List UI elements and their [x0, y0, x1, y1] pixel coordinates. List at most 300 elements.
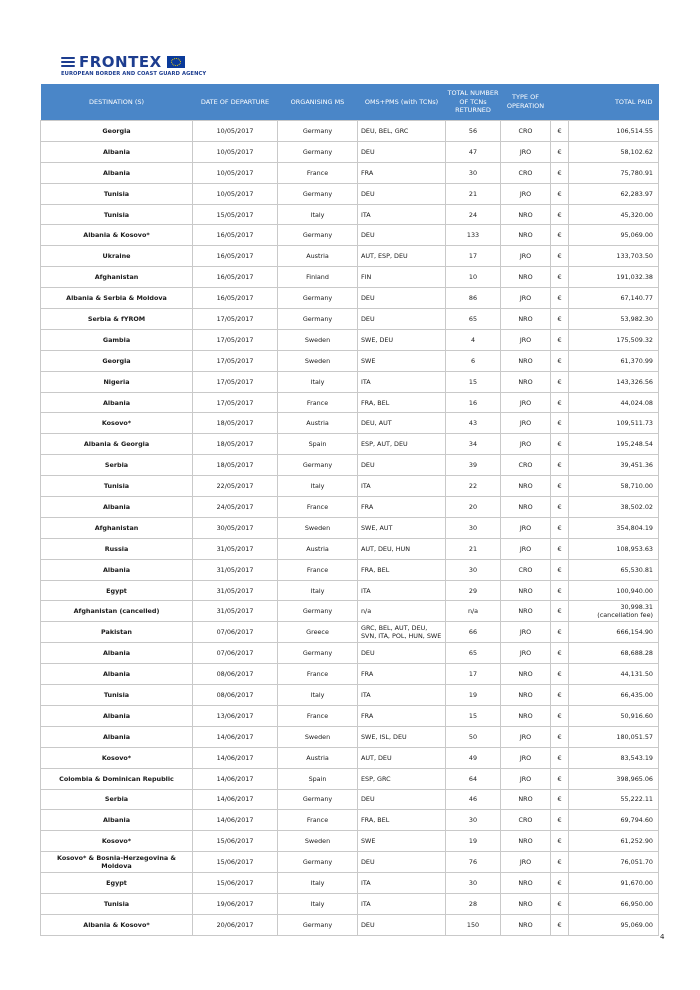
cell-organising-ms: Germany [278, 643, 358, 664]
cell-tcns-returned: 21 [446, 538, 501, 559]
amount-value: 75,780.91 [620, 168, 653, 177]
cell-destination: Albania & Kosovo* [41, 225, 193, 246]
cell-operation-type: JRO [501, 288, 551, 309]
cell-participating-ms: FRA [358, 664, 446, 685]
table-row [41, 664, 659, 685]
cell-destination: Egypt [41, 873, 193, 894]
cell-currency: € [551, 413, 569, 434]
cell-operation-type: NRO [501, 664, 551, 685]
cell-total-paid [569, 267, 659, 288]
cell-destination: Albania & Georgia [41, 434, 193, 455]
cell-total-paid [569, 914, 659, 935]
cell-organising-ms: Germany [278, 309, 358, 330]
table-row [41, 831, 659, 852]
cell-destination: Russia [41, 538, 193, 559]
cell-tcns-returned: 20 [446, 497, 501, 518]
cell-participating-ms: FRA [358, 705, 446, 726]
table-row [41, 517, 659, 538]
amount-value: 180,051.57 [616, 732, 653, 741]
cell-participating-ms: DEU [358, 789, 446, 810]
cell-currency: € [551, 497, 569, 518]
cell-operation-type: NRO [501, 705, 551, 726]
cell-operation-type: JRO [501, 183, 551, 204]
cell-currency: € [551, 622, 569, 643]
cell-tcns-returned: 30 [446, 162, 501, 183]
table-row [41, 183, 659, 204]
cell-organising-ms: Germany [278, 288, 358, 309]
amount-value: 58,710.00 [620, 482, 653, 491]
cell-destination: Albania [41, 497, 193, 518]
cell-participating-ms: AUT, ESP, DEU [358, 246, 446, 267]
cell-operation-type: JRO [501, 413, 551, 434]
cell-date: 15/06/2017 [193, 852, 278, 873]
cell-currency: € [551, 121, 569, 142]
cell-participating-ms: DEU [358, 309, 446, 330]
cell-destination: Albania [41, 726, 193, 747]
cell-organising-ms: Germany [278, 789, 358, 810]
col-total-tcns: TOTAL NUMBER OF TCNs RETURNED [446, 84, 501, 121]
return-operations-table [40, 84, 659, 936]
table-row [41, 455, 659, 476]
col-destination: DESTINATION (S) [41, 84, 193, 121]
cell-tcns-returned: 30 [446, 873, 501, 894]
amount-value: 45,320.00 [620, 210, 653, 219]
cell-date: 24/05/2017 [193, 497, 278, 518]
table-row [41, 141, 659, 162]
cell-currency: € [551, 455, 569, 476]
amount-value: 109,511.73 [616, 419, 653, 428]
cell-total-paid [569, 225, 659, 246]
cell-operation-type: JRO [501, 517, 551, 538]
cell-total-paid [569, 747, 659, 768]
cell-tcns-returned: 65 [446, 309, 501, 330]
cell-currency: € [551, 434, 569, 455]
amount-value: 30,998.31 [620, 603, 653, 612]
cell-tcns-returned: 50 [446, 726, 501, 747]
cell-tcns-returned: 17 [446, 664, 501, 685]
cell-total-paid [569, 413, 659, 434]
cell-currency: € [551, 225, 569, 246]
cell-currency: € [551, 831, 569, 852]
cell-tcns-returned: 30 [446, 517, 501, 538]
cell-operation-type: JRO [501, 434, 551, 455]
cell-operation-type: CRO [501, 121, 551, 142]
table-row [41, 162, 659, 183]
cell-tcns-returned: 150 [446, 914, 501, 935]
cell-tcns-returned: 19 [446, 685, 501, 706]
amount-value: 143,326.56 [616, 377, 653, 386]
cell-date: 31/05/2017 [193, 538, 278, 559]
cell-currency: € [551, 162, 569, 183]
cell-organising-ms: Germany [278, 852, 358, 873]
cell-tcns-returned: 17 [446, 246, 501, 267]
cell-currency: € [551, 392, 569, 413]
cell-tcns-returned: 46 [446, 789, 501, 810]
cell-organising-ms: Austria [278, 538, 358, 559]
table-row [41, 371, 659, 392]
cell-tcns-returned: 29 [446, 580, 501, 601]
cell-participating-ms: ITA [358, 685, 446, 706]
table-row [41, 580, 659, 601]
cell-operation-type: CRO [501, 455, 551, 476]
table-row [41, 329, 659, 350]
cell-tcns-returned: 15 [446, 705, 501, 726]
cell-total-paid [569, 789, 659, 810]
cell-destination: Serbia [41, 789, 193, 810]
cell-currency: € [551, 329, 569, 350]
table-row [41, 559, 659, 580]
cell-destination: Afghanistan (cancelled) [41, 601, 193, 622]
cell-organising-ms: Austria [278, 246, 358, 267]
cell-organising-ms: Germany [278, 455, 358, 476]
cell-destination: Gambia [41, 329, 193, 350]
cell-date: 22/05/2017 [193, 476, 278, 497]
table-row [41, 747, 659, 768]
cell-total-paid [569, 288, 659, 309]
cell-destination: Nigeria [41, 371, 193, 392]
amount-value: 66,950.00 [620, 899, 653, 908]
cell-organising-ms: France [278, 559, 358, 580]
cell-participating-ms: FRA, BEL [358, 559, 446, 580]
cell-destination: Albania [41, 705, 193, 726]
cell-total-paid [569, 831, 659, 852]
cell-currency: € [551, 476, 569, 497]
cell-participating-ms: ITA [358, 893, 446, 914]
cell-operation-type: JRO [501, 622, 551, 643]
amount-note: (cancellation fee) [597, 611, 653, 620]
cell-operation-type: NRO [501, 497, 551, 518]
cell-organising-ms: France [278, 705, 358, 726]
table-row [41, 225, 659, 246]
amount-value: 95,069.00 [620, 231, 653, 240]
cell-total-paid [569, 204, 659, 225]
cell-date: 14/06/2017 [193, 747, 278, 768]
cell-date: 16/05/2017 [193, 246, 278, 267]
cell-tcns-returned: n/a [446, 601, 501, 622]
table-row [41, 643, 659, 664]
cell-destination: Ukraine [41, 246, 193, 267]
cell-destination: Tunisia [41, 476, 193, 497]
cell-organising-ms: France [278, 497, 358, 518]
cell-operation-type: NRO [501, 914, 551, 935]
cell-date: 19/06/2017 [193, 893, 278, 914]
cell-date: 17/05/2017 [193, 329, 278, 350]
cell-organising-ms: Spain [278, 434, 358, 455]
cell-total-paid [569, 497, 659, 518]
table-row [41, 309, 659, 330]
table-row [41, 810, 659, 831]
table-row [41, 914, 659, 935]
cell-total-paid [569, 601, 659, 622]
cell-tcns-returned: 49 [446, 747, 501, 768]
cell-participating-ms: SWE [358, 350, 446, 371]
cell-participating-ms: DEU [358, 183, 446, 204]
cell-participating-ms: DEU, BEL, GRC [358, 121, 446, 142]
cell-participating-ms: SWE, ISL, DEU [358, 726, 446, 747]
cell-total-paid [569, 664, 659, 685]
cell-tcns-returned: 10 [446, 267, 501, 288]
cell-date: 14/06/2017 [193, 768, 278, 789]
amount-value: 39,451.36 [620, 461, 653, 470]
cell-tcns-returned: 30 [446, 559, 501, 580]
cell-participating-ms: DEU [358, 141, 446, 162]
cell-date: 08/06/2017 [193, 685, 278, 706]
cell-participating-ms: GRC, BEL, AUT, DEU, SVN, ITA, POL, HUN, SWE [358, 622, 446, 643]
cell-total-paid [569, 852, 659, 873]
cell-tcns-returned: 4 [446, 329, 501, 350]
cell-organising-ms: Finland [278, 267, 358, 288]
cell-destination: Albania [41, 664, 193, 685]
table-row [41, 246, 659, 267]
cell-date: 30/05/2017 [193, 517, 278, 538]
cell-operation-type: JRO [501, 643, 551, 664]
cell-currency: € [551, 747, 569, 768]
table-row [41, 768, 659, 789]
cell-date: 10/05/2017 [193, 162, 278, 183]
cell-total-paid [569, 517, 659, 538]
amount-value: 67,140.77 [620, 294, 653, 303]
cell-participating-ms: DEU [358, 643, 446, 664]
table-row [41, 538, 659, 559]
amount-value: 76,051.70 [620, 858, 653, 867]
cell-destination: Kosovo* [41, 413, 193, 434]
eu-flag-icon [167, 56, 185, 68]
cell-operation-type: JRO [501, 392, 551, 413]
cell-tcns-returned: 66 [446, 622, 501, 643]
frontex-emblem-icon [61, 56, 75, 68]
cell-participating-ms: FRA [358, 162, 446, 183]
cell-participating-ms: AUT, DEU [358, 747, 446, 768]
cell-date: 31/05/2017 [193, 580, 278, 601]
cell-total-paid [569, 183, 659, 204]
cell-tcns-returned: 16 [446, 392, 501, 413]
cell-date: 16/05/2017 [193, 267, 278, 288]
table-row [41, 121, 659, 142]
cell-participating-ms: SWE, AUT [358, 517, 446, 538]
cell-tcns-returned: 56 [446, 121, 501, 142]
cell-date: 17/05/2017 [193, 309, 278, 330]
cell-tcns-returned: 65 [446, 643, 501, 664]
amount-value: 91,670.00 [620, 879, 653, 887]
cell-participating-ms: SWE [358, 831, 446, 852]
cell-participating-ms: SWE, DEU [358, 329, 446, 350]
table-row [41, 685, 659, 706]
cell-destination: Albania [41, 559, 193, 580]
amount-value: 44,131.50 [620, 670, 653, 679]
cell-operation-type: NRO [501, 685, 551, 706]
cell-date: 07/06/2017 [193, 643, 278, 664]
table-row [41, 705, 659, 726]
cell-currency: € [551, 204, 569, 225]
col-type-of-operation: TYPE OF OPERATION [501, 84, 551, 121]
cell-currency: € [551, 768, 569, 789]
cell-organising-ms: Sweden [278, 831, 358, 852]
cell-currency: € [551, 309, 569, 330]
cell-currency: € [551, 350, 569, 371]
amount-value: 95,069.00 [620, 920, 653, 929]
cell-currency: € [551, 246, 569, 267]
cell-destination: Kosovo* [41, 831, 193, 852]
cell-date: 15/05/2017 [193, 204, 278, 225]
cell-organising-ms: Sweden [278, 350, 358, 371]
cell-date: 31/05/2017 [193, 559, 278, 580]
cell-tcns-returned: 133 [446, 225, 501, 246]
cell-currency: € [551, 893, 569, 914]
cell-tcns-returned: 34 [446, 434, 501, 455]
cell-total-paid [569, 455, 659, 476]
cell-date: 16/05/2017 [193, 225, 278, 246]
cell-organising-ms: Germany [278, 141, 358, 162]
cell-tcns-returned: 47 [446, 141, 501, 162]
cell-date: 15/06/2017 [193, 831, 278, 852]
cell-operation-type: CRO [501, 559, 551, 580]
cell-operation-type: NRO [501, 580, 551, 601]
cell-total-paid [569, 810, 659, 831]
table-row [41, 789, 659, 810]
cell-organising-ms: Italy [278, 204, 358, 225]
table-row [41, 413, 659, 434]
cell-participating-ms: ITA [358, 873, 446, 894]
amount-value: 398,965.06 [616, 774, 653, 783]
cell-tcns-returned: 21 [446, 183, 501, 204]
cell-operation-type: JRO [501, 538, 551, 559]
cell-tcns-returned: 86 [446, 288, 501, 309]
col-total-paid: TOTAL PAID [551, 84, 659, 121]
cell-date: 14/06/2017 [193, 789, 278, 810]
table-row [41, 726, 659, 747]
amount-value: 61,370.99 [620, 356, 653, 365]
cell-total-paid [569, 643, 659, 664]
cell-total-paid [569, 329, 659, 350]
cell-total-paid [569, 685, 659, 706]
cell-operation-type: NRO [501, 225, 551, 246]
cell-operation-type: NRO [501, 893, 551, 914]
cell-organising-ms: Italy [278, 476, 358, 497]
cell-currency: € [551, 789, 569, 810]
cell-participating-ms: AUT, DEU, HUN [358, 538, 446, 559]
table-row [41, 434, 659, 455]
amount-value: 666,154.90 [616, 628, 653, 637]
amount-value: 69,794.60 [620, 816, 653, 825]
cell-organising-ms: France [278, 664, 358, 685]
amount-value: 106,514.55 [616, 126, 653, 135]
cell-date: 17/05/2017 [193, 371, 278, 392]
cell-currency: € [551, 559, 569, 580]
cell-date: 17/05/2017 [193, 350, 278, 371]
cell-destination: Afghanistan [41, 267, 193, 288]
cell-date: 31/05/2017 [193, 601, 278, 622]
cell-organising-ms: Italy [278, 685, 358, 706]
amount-value: 354,804.19 [616, 523, 653, 532]
cell-operation-type: NRO [501, 350, 551, 371]
cell-operation-type: JRO [501, 768, 551, 789]
amount-value: 50,916.60 [620, 711, 653, 720]
cell-destination: Egypt [41, 580, 193, 601]
cell-participating-ms: ITA [358, 204, 446, 225]
table-row [41, 852, 659, 873]
cell-destination: Tunisia [41, 183, 193, 204]
cell-currency: € [551, 288, 569, 309]
cell-destination: Albania [41, 141, 193, 162]
cell-destination: Colombia & Dominican Republic [41, 768, 193, 789]
cell-date: 10/05/2017 [193, 141, 278, 162]
cell-tcns-returned: 15 [446, 371, 501, 392]
cell-total-paid [569, 559, 659, 580]
cell-total-paid [569, 893, 659, 914]
cell-organising-ms: Sweden [278, 517, 358, 538]
cell-currency: € [551, 914, 569, 935]
cell-participating-ms: ITA [358, 476, 446, 497]
cell-date: 07/06/2017 [193, 622, 278, 643]
cell-date: 18/05/2017 [193, 434, 278, 455]
cell-total-paid [569, 434, 659, 455]
cell-operation-type: NRO [501, 601, 551, 622]
amount-value: 62,283.97 [620, 189, 653, 198]
cell-organising-ms: Sweden [278, 726, 358, 747]
cell-date: 20/06/2017 [193, 914, 278, 935]
cell-organising-ms: Germany [278, 601, 358, 622]
cell-total-paid [569, 476, 659, 497]
cell-destination: Kosovo* & Bosnia-Herzegovina & Moldova [41, 852, 193, 873]
frontex-logo [61, 53, 211, 81]
table-row [41, 601, 659, 622]
table-row [41, 288, 659, 309]
table-row [41, 622, 659, 643]
col-participating-ms: OMS+PMS (with TCNs) [358, 84, 446, 121]
amount-value: 58,102.62 [620, 147, 653, 156]
cell-destination: Albania [41, 162, 193, 183]
cell-participating-ms: ESP, AUT, DEU [358, 434, 446, 455]
table-row [41, 476, 659, 497]
cell-participating-ms: DEU, AUT [358, 413, 446, 434]
cell-operation-type: JRO [501, 329, 551, 350]
cell-organising-ms: Germany [278, 121, 358, 142]
cell-operation-type: NRO [501, 371, 551, 392]
cell-destination: Albania & Serbia & Moldova [41, 288, 193, 309]
cell-participating-ms: ITA [358, 371, 446, 392]
cell-destination: Afghanistan [41, 517, 193, 538]
table-row [41, 204, 659, 225]
amount-value: 100,940.00 [616, 586, 653, 595]
cell-organising-ms: Greece [278, 622, 358, 643]
cell-participating-ms: FRA, BEL [358, 392, 446, 413]
cell-destination: Serbia & fYROM [41, 309, 193, 330]
amount-value: 53,982.30 [620, 314, 653, 323]
cell-tcns-returned: 30 [446, 810, 501, 831]
cell-operation-type: CRO [501, 162, 551, 183]
amount-value: 108,953.63 [616, 544, 653, 553]
cell-total-paid [569, 162, 659, 183]
cell-operation-type: NRO [501, 267, 551, 288]
cell-currency: € [551, 873, 569, 894]
cell-operation-type: NRO [501, 309, 551, 330]
cell-organising-ms: Italy [278, 873, 358, 894]
col-organising-ms: ORGANISING MS [278, 84, 358, 121]
cell-currency: € [551, 538, 569, 559]
cell-organising-ms: Germany [278, 914, 358, 935]
cell-destination: Tunisia [41, 204, 193, 225]
cell-tcns-returned: 39 [446, 455, 501, 476]
cell-participating-ms: DEU [358, 914, 446, 935]
cell-currency: € [551, 141, 569, 162]
cell-total-paid [569, 873, 659, 894]
cell-currency: € [551, 371, 569, 392]
cell-destination: Serbia [41, 455, 193, 476]
cell-operation-type: NRO [501, 204, 551, 225]
table-header-row [41, 84, 659, 121]
amount-value: 66,435.00 [620, 690, 653, 699]
cell-organising-ms: Italy [278, 893, 358, 914]
